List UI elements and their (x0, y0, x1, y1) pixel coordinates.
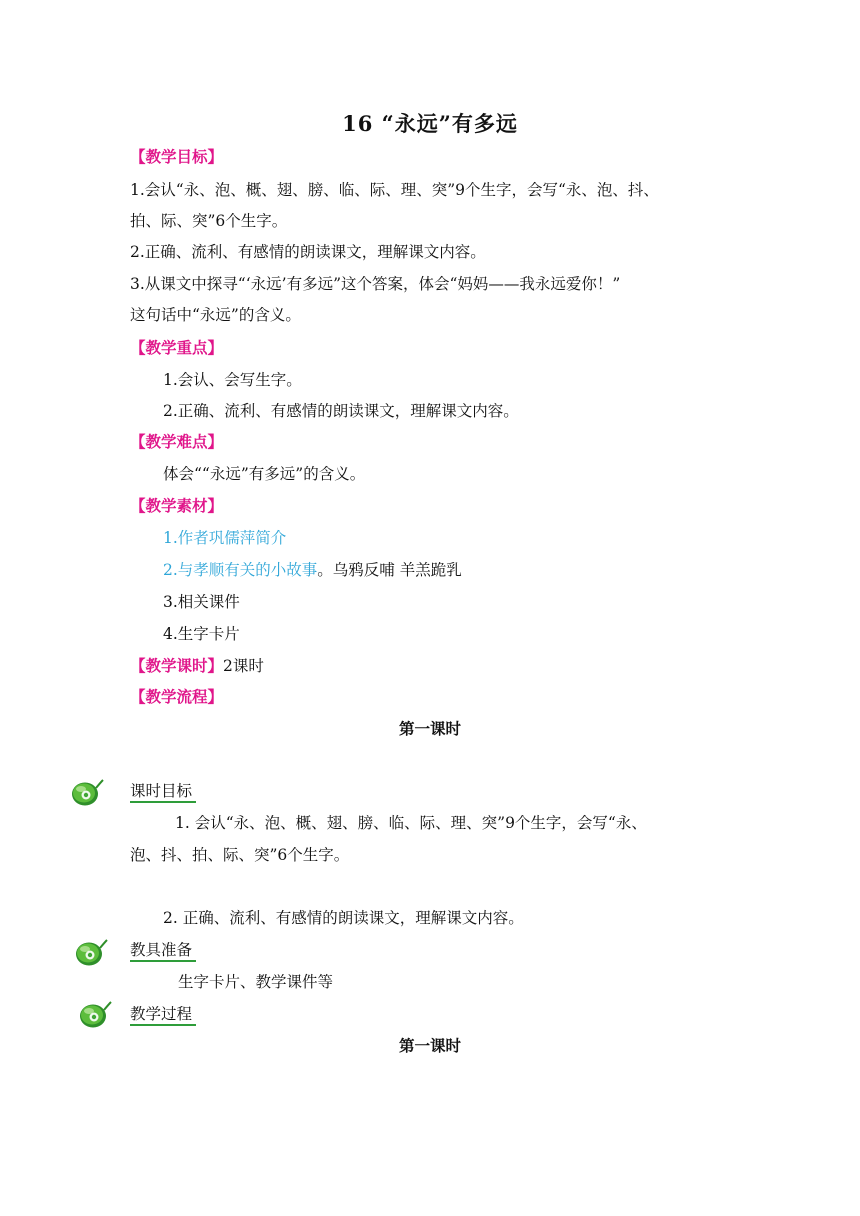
first-lesson-heading: 第一课时 (398, 719, 461, 738)
material-2 (163, 560, 462, 580)
leaf-icon (78, 1000, 112, 1030)
process-title: 教学过程 (130, 1004, 196, 1026)
material-1-link[interactable]: 1.作者巩儒萍简介 (163, 529, 287, 547)
material-3: 3.相关课件 (163, 593, 240, 611)
key-point-2: 2.正确、流利、有感情的朗读课文，理解课文内容。 (163, 402, 519, 420)
flow-heading: 【教学流程】 (130, 687, 224, 706)
leaf-icon (70, 778, 104, 808)
objective-1b: 拍、际、突”6个生字。 (130, 212, 288, 230)
key-point-1: 1.会认、会写生字。 (163, 371, 302, 389)
material-2-link[interactable]: 2.与孝顺有关的小故事 (163, 561, 318, 579)
objective-1a: 1.会认“永、泡、概、翅、膀、临、际、理、突”9个生字，会写“永、泡、抖、 (130, 181, 659, 199)
hours-value: 2课时 (223, 657, 264, 675)
objective-2: 2.正确、流利、有感情的朗读课文，理解课文内容。 (130, 243, 486, 261)
goal-1b: 泡、抖、拍、际、突”6个生字。 (130, 846, 350, 864)
objective-3a: 3.从课文中探寻“‘永远’有多远”这个答案，体会“妈妈——我永远爱你！” (130, 275, 621, 293)
prep-title: 教具准备 (130, 940, 196, 962)
hours-heading: 【教学课时】 (130, 656, 224, 675)
difficulty-1: 体会““永远”有多远”的含义。 (163, 465, 366, 483)
process-first-lesson: 第一课时 (398, 1036, 461, 1055)
leaf-icon (74, 938, 108, 968)
prep-1: 生字卡片、教学课件等 (178, 973, 334, 991)
goals-title: 课时目标 (130, 781, 196, 803)
hours-row (130, 656, 264, 676)
page-title: 16 “永远”有多远 (342, 111, 518, 136)
objective-3b: 这句话中“永远”的含义。 (130, 306, 301, 324)
goal-2: 2. 正确、流利、有感情的朗读课文，理解课文内容。 (163, 909, 524, 927)
difficulty-heading: 【教学难点】 (130, 432, 224, 451)
materials-heading: 【教学素材】 (130, 496, 224, 515)
key-points-heading: 【教学重点】 (130, 338, 224, 357)
material-4: 4.生字卡片 (163, 625, 240, 643)
material-2-rest: 。乌鸦反哺 羊羔跪乳 (317, 561, 462, 579)
goal-1a: 1. 会认“永、泡、概、翅、膀、临、际、理、突”9个生字，会写“永、 (175, 814, 647, 832)
objectives-heading: 【教学目标】 (130, 147, 224, 166)
